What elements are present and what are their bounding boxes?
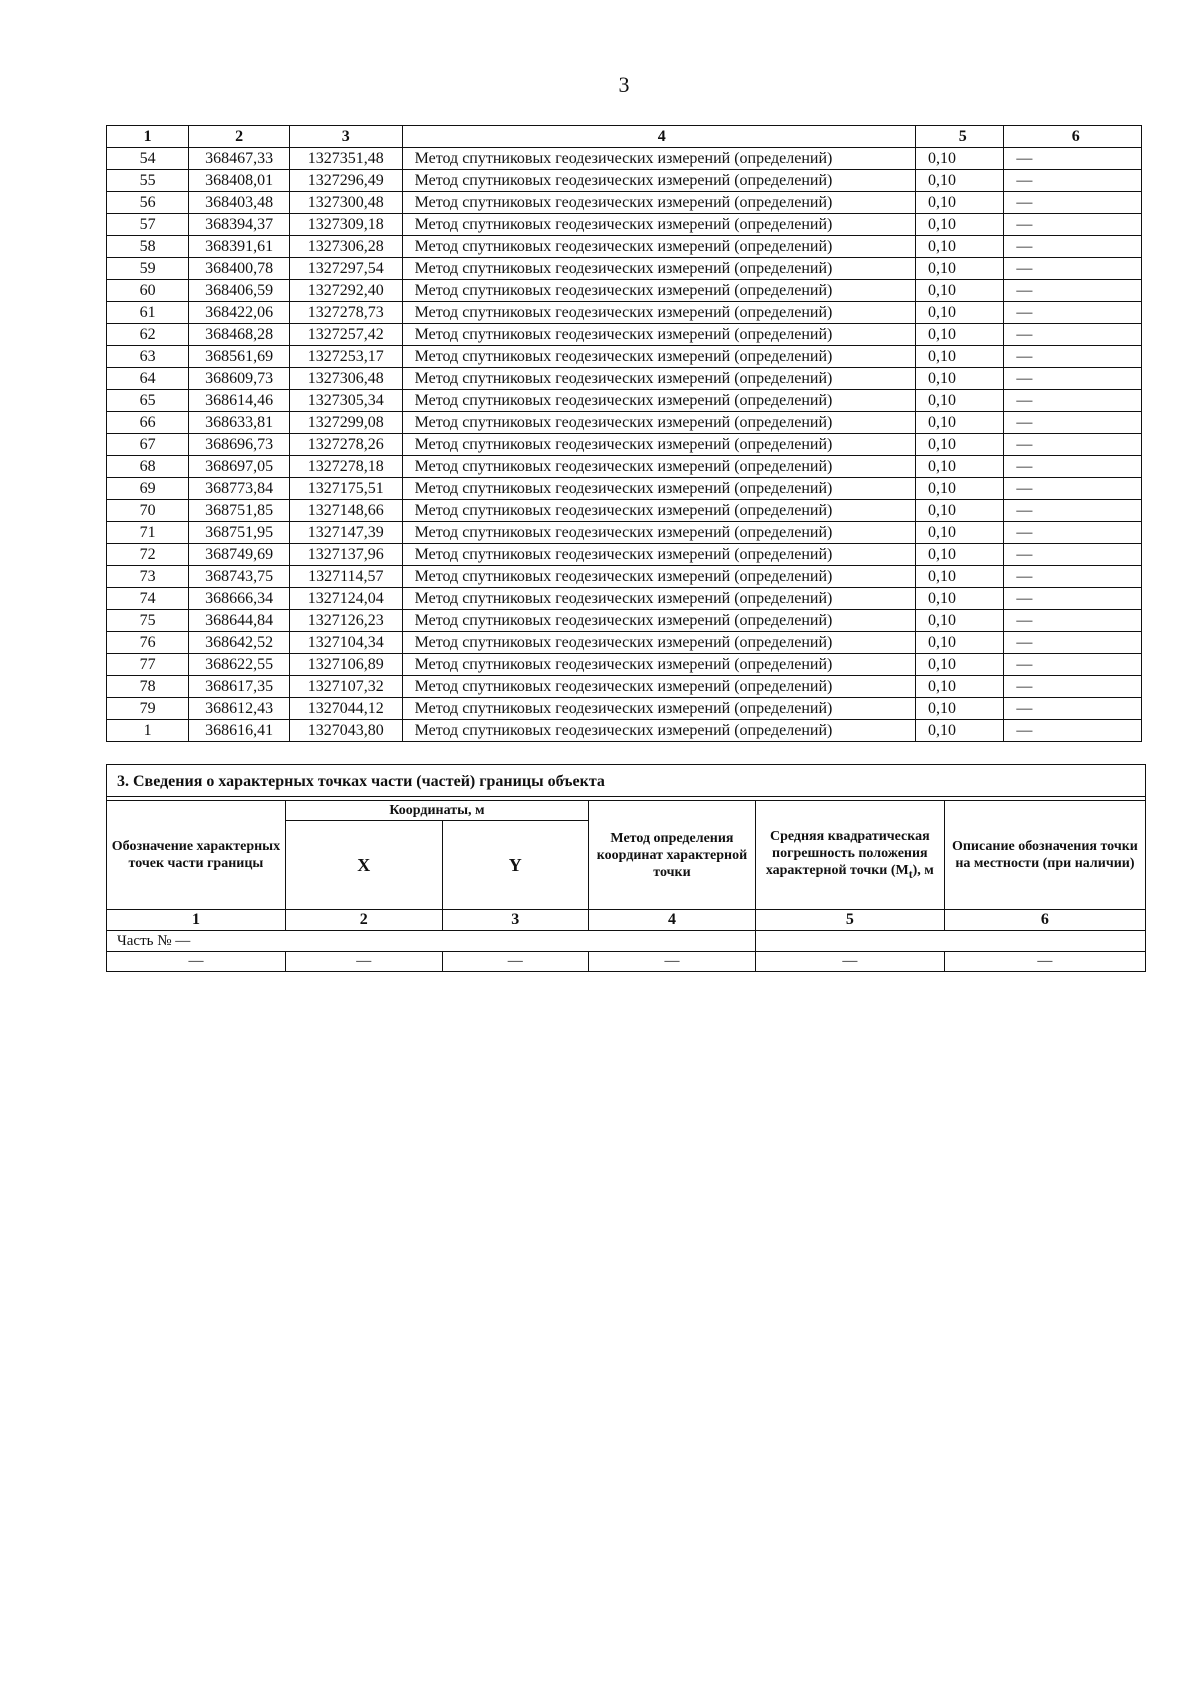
part-table-numbers-row [107, 910, 1145, 931]
description-cell: — [1004, 500, 1142, 522]
point-number-cell: 79 [107, 698, 189, 720]
error-value-cell: 0,10 [916, 522, 1004, 544]
description-cell: — [1004, 544, 1142, 566]
error-value-cell: 0,10 [916, 148, 1004, 170]
method-cell: Метод спутниковых геодезических измерений (определений) [402, 192, 915, 214]
coord-x-cell: 368633,81 [189, 412, 290, 434]
header-error-sub: t [908, 867, 913, 881]
method-cell: Метод спутниковых геодезических измерений (определений) [402, 280, 915, 302]
description-cell: — [1004, 324, 1142, 346]
method-cell: Метод спутниковых геодезических измерений (определений) [402, 236, 915, 258]
error-value-cell: 0,10 [916, 280, 1004, 302]
dash-cell: — [442, 952, 589, 972]
table-row [107, 500, 1142, 522]
coord-x-cell: 368773,84 [189, 478, 290, 500]
dash-cell: — [107, 952, 285, 972]
part-label: Часть № — [107, 931, 755, 952]
header-designation: Обозначение характерных точек части границы [107, 801, 285, 910]
error-value-cell: 0,10 [916, 566, 1004, 588]
part-table-header-row [107, 801, 1145, 821]
method-cell: Метод спутниковых геодезических измерений (определений) [402, 346, 915, 368]
error-value-cell: 0,10 [916, 170, 1004, 192]
coord-y-cell: 1327126,23 [289, 610, 402, 632]
error-value-cell: 0,10 [916, 478, 1004, 500]
point-number-cell: 55 [107, 170, 189, 192]
header-description: Описание обозначения точки на местности (при наличии) [944, 801, 1145, 910]
coord-y-cell: 1327306,28 [289, 236, 402, 258]
table-row [107, 676, 1142, 698]
table-row [107, 588, 1142, 610]
description-cell: — [1004, 720, 1142, 742]
method-cell: Метод спутниковых геодезических измерений (определений) [402, 214, 915, 236]
table-row [107, 654, 1142, 676]
point-number-cell: 58 [107, 236, 189, 258]
coord-y-cell: 1327043,80 [289, 720, 402, 742]
error-value-cell: 0,10 [916, 236, 1004, 258]
header-cell: 6 [1004, 126, 1142, 148]
header-error-main: Средняя квадратическая погрешность положения характерной точки (M [765, 828, 930, 878]
error-value-cell: 0,10 [916, 214, 1004, 236]
coord-x-cell: 368467,33 [189, 148, 290, 170]
point-number-cell: 66 [107, 412, 189, 434]
table-row [107, 324, 1142, 346]
number-cell: 4 [589, 910, 756, 931]
point-number-cell: 62 [107, 324, 189, 346]
part-row [107, 931, 1145, 952]
table-header-row [107, 126, 1142, 148]
description-cell: — [1004, 676, 1142, 698]
method-cell: Метод спутниковых геодезических измерений (определений) [402, 544, 915, 566]
method-cell: Метод спутниковых геодезических измерений (определений) [402, 412, 915, 434]
description-cell: — [1004, 588, 1142, 610]
table-row [107, 214, 1142, 236]
coord-x-cell: 368622,55 [189, 654, 290, 676]
header-y: Y [442, 821, 589, 910]
point-number-cell: 67 [107, 434, 189, 456]
description-cell: — [1004, 258, 1142, 280]
description-cell: — [1004, 456, 1142, 478]
description-cell: — [1004, 434, 1142, 456]
coord-x-cell: 368751,85 [189, 500, 290, 522]
dash-cell: — [944, 952, 1145, 972]
coord-y-cell: 1327257,42 [289, 324, 402, 346]
table-row [107, 566, 1142, 588]
coord-y-cell: 1327300,48 [289, 192, 402, 214]
coord-x-cell: 368422,06 [189, 302, 290, 324]
table-row [107, 698, 1142, 720]
point-number-cell: 54 [107, 148, 189, 170]
point-number-cell: 78 [107, 676, 189, 698]
method-cell: Метод спутниковых геодезических измерений (определений) [402, 676, 915, 698]
point-number-cell: 61 [107, 302, 189, 324]
point-number-cell: 69 [107, 478, 189, 500]
page-number: 3 [618, 72, 630, 97]
description-cell: — [1004, 654, 1142, 676]
table-row [107, 544, 1142, 566]
point-number-cell: 77 [107, 654, 189, 676]
point-number-cell: 73 [107, 566, 189, 588]
coord-x-cell: 368642,52 [189, 632, 290, 654]
coord-x-cell: 368696,73 [189, 434, 290, 456]
description-cell: — [1004, 610, 1142, 632]
error-value-cell: 0,10 [916, 258, 1004, 280]
error-value-cell: 0,10 [916, 588, 1004, 610]
description-cell: — [1004, 346, 1142, 368]
coord-x-cell: 368697,05 [189, 456, 290, 478]
point-number-cell: 65 [107, 390, 189, 412]
point-number-cell: 71 [107, 522, 189, 544]
method-cell: Метод спутниковых геодезических измерений (определений) [402, 522, 915, 544]
coord-y-cell: 1327351,48 [289, 148, 402, 170]
error-value-cell: 0,10 [916, 698, 1004, 720]
method-cell: Метод спутниковых геодезических измерений (определений) [402, 170, 915, 192]
coord-y-cell: 1327124,04 [289, 588, 402, 610]
point-number-cell: 59 [107, 258, 189, 280]
description-cell: — [1004, 302, 1142, 324]
number-cell: 5 [755, 910, 944, 931]
method-cell: Метод спутниковых геодезических измерений (определений) [402, 632, 915, 654]
header-error-tail: ), м [912, 862, 934, 878]
point-number-cell: 68 [107, 456, 189, 478]
method-cell: Метод спутниковых геодезических измерений (определений) [402, 720, 915, 742]
table-row [107, 302, 1142, 324]
table-row [107, 434, 1142, 456]
coord-y-cell: 1327253,17 [289, 346, 402, 368]
method-cell: Метод спутниковых геодезических измерений (определений) [402, 456, 915, 478]
header-cell: 5 [916, 126, 1004, 148]
coord-x-cell: 368616,41 [189, 720, 290, 742]
dash-cell: — [755, 952, 944, 972]
table-row [107, 522, 1142, 544]
table-row [107, 170, 1142, 192]
header-x: X [285, 821, 442, 910]
description-cell: — [1004, 214, 1142, 236]
error-value-cell: 0,10 [916, 544, 1004, 566]
table-row [107, 456, 1142, 478]
point-number-cell: 56 [107, 192, 189, 214]
header-error [755, 801, 944, 910]
header-cell: 3 [289, 126, 402, 148]
method-cell: Метод спутниковых геодезических измерений (определений) [402, 500, 915, 522]
coord-y-cell: 1327148,66 [289, 500, 402, 522]
header-cell: 1 [107, 126, 189, 148]
dash-cell: — [285, 952, 442, 972]
coord-x-cell: 368749,69 [189, 544, 290, 566]
coord-x-cell: 368406,59 [189, 280, 290, 302]
part-dash-row [107, 952, 1145, 972]
coord-x-cell: 368561,69 [189, 346, 290, 368]
coord-y-cell: 1327106,89 [289, 654, 402, 676]
table-row [107, 368, 1142, 390]
header-cell: 4 [402, 126, 915, 148]
section-title: 3. Сведения о характерных точках части (частей) границы объекта [107, 765, 1145, 797]
part-empty-cell [755, 931, 1145, 952]
table-row [107, 346, 1142, 368]
error-value-cell: 0,10 [916, 632, 1004, 654]
coord-y-cell: 1327175,51 [289, 478, 402, 500]
coord-y-cell: 1327147,39 [289, 522, 402, 544]
coord-y-cell: 1327278,18 [289, 456, 402, 478]
point-number-cell: 76 [107, 632, 189, 654]
table-row [107, 390, 1142, 412]
section-3 [106, 764, 1146, 972]
table-row [107, 478, 1142, 500]
description-cell: — [1004, 236, 1142, 258]
error-value-cell: 0,10 [916, 456, 1004, 478]
error-value-cell: 0,10 [916, 368, 1004, 390]
header-method: Метод определения координат характерной точки [589, 801, 756, 910]
error-value-cell: 0,10 [916, 610, 1004, 632]
description-cell: — [1004, 148, 1142, 170]
point-number-cell: 72 [107, 544, 189, 566]
number-cell: 3 [442, 910, 589, 931]
coordinates-table-body [107, 148, 1142, 742]
method-cell: Метод спутниковых геодезических измерений (определений) [402, 478, 915, 500]
description-cell: — [1004, 478, 1142, 500]
method-cell: Метод спутниковых геодезических измерений (определений) [402, 566, 915, 588]
coord-y-cell: 1327309,18 [289, 214, 402, 236]
error-value-cell: 0,10 [916, 434, 1004, 456]
method-cell: Метод спутниковых геодезических измерений (определений) [402, 654, 915, 676]
coord-x-cell: 368391,61 [189, 236, 290, 258]
coord-y-cell: 1327114,57 [289, 566, 402, 588]
point-number-cell: 74 [107, 588, 189, 610]
coord-y-cell: 1327305,34 [289, 390, 402, 412]
coord-y-cell: 1327104,34 [289, 632, 402, 654]
description-cell: — [1004, 632, 1142, 654]
coord-y-cell: 1327299,08 [289, 412, 402, 434]
header-coordinates: Координаты, м [285, 801, 588, 821]
method-cell: Метод спутниковых геодезических измерений (определений) [402, 368, 915, 390]
method-cell: Метод спутниковых геодезических измерений (определений) [402, 610, 915, 632]
coord-y-cell: 1327107,32 [289, 676, 402, 698]
error-value-cell: 0,10 [916, 676, 1004, 698]
error-value-cell: 0,10 [916, 302, 1004, 324]
error-value-cell: 0,10 [916, 192, 1004, 214]
description-cell: — [1004, 412, 1142, 434]
error-value-cell: 0,10 [916, 500, 1004, 522]
description-cell: — [1004, 566, 1142, 588]
error-value-cell: 0,10 [916, 346, 1004, 368]
point-number-cell: 64 [107, 368, 189, 390]
coord-x-cell: 368644,84 [189, 610, 290, 632]
dash-cell: — [589, 952, 756, 972]
coordinates-table [106, 125, 1142, 742]
table-row [107, 412, 1142, 434]
coord-x-cell: 368468,28 [189, 324, 290, 346]
number-cell: 6 [944, 910, 1145, 931]
error-value-cell: 0,10 [916, 324, 1004, 346]
method-cell: Метод спутниковых геодезических измерений (определений) [402, 258, 915, 280]
coord-x-cell: 368666,34 [189, 588, 290, 610]
coord-x-cell: 368400,78 [189, 258, 290, 280]
table-row [107, 632, 1142, 654]
description-cell: — [1004, 192, 1142, 214]
table-row [107, 192, 1142, 214]
coord-x-cell: 368394,37 [189, 214, 290, 236]
table-row [107, 258, 1142, 280]
coord-x-cell: 368614,46 [189, 390, 290, 412]
description-cell: — [1004, 390, 1142, 412]
method-cell: Метод спутниковых геодезических измерений (определений) [402, 324, 915, 346]
part-points-table [107, 800, 1145, 971]
coord-y-cell: 1327137,96 [289, 544, 402, 566]
error-value-cell: 0,10 [916, 654, 1004, 676]
table-row [107, 148, 1142, 170]
coord-x-cell: 368408,01 [189, 170, 290, 192]
coord-x-cell: 368617,35 [189, 676, 290, 698]
coord-x-cell: 368403,48 [189, 192, 290, 214]
error-value-cell: 0,10 [916, 720, 1004, 742]
coord-y-cell: 1327306,48 [289, 368, 402, 390]
method-cell: Метод спутниковых геодезических измерений (определений) [402, 588, 915, 610]
coord-y-cell: 1327296,49 [289, 170, 402, 192]
header-cell: 2 [189, 126, 290, 148]
coord-x-cell: 368612,43 [189, 698, 290, 720]
table-row [107, 720, 1142, 742]
table-row [107, 236, 1142, 258]
error-value-cell: 0,10 [916, 390, 1004, 412]
method-cell: Метод спутниковых геодезических измерений (определений) [402, 302, 915, 324]
coord-x-cell: 368609,73 [189, 368, 290, 390]
description-cell: — [1004, 368, 1142, 390]
point-number-cell: 57 [107, 214, 189, 236]
coord-y-cell: 1327292,40 [289, 280, 402, 302]
table-row [107, 280, 1142, 302]
method-cell: Метод спутниковых геодезических измерений (определений) [402, 434, 915, 456]
point-number-cell: 1 [107, 720, 189, 742]
method-cell: Метод спутниковых геодезических измерений (определений) [402, 390, 915, 412]
method-cell: Метод спутниковых геодезических измерений (определений) [402, 698, 915, 720]
coord-y-cell: 1327297,54 [289, 258, 402, 280]
coord-y-cell: 1327278,26 [289, 434, 402, 456]
description-cell: — [1004, 698, 1142, 720]
description-cell: — [1004, 522, 1142, 544]
point-number-cell: 63 [107, 346, 189, 368]
point-number-cell: 70 [107, 500, 189, 522]
coord-y-cell: 1327044,12 [289, 698, 402, 720]
method-cell: Метод спутниковых геодезических измерений (определений) [402, 148, 915, 170]
coord-y-cell: 1327278,73 [289, 302, 402, 324]
number-cell: 2 [285, 910, 442, 931]
description-cell: — [1004, 170, 1142, 192]
table-row [107, 610, 1142, 632]
point-number-cell: 60 [107, 280, 189, 302]
point-number-cell: 75 [107, 610, 189, 632]
number-cell: 1 [107, 910, 285, 931]
coord-x-cell: 368751,95 [189, 522, 290, 544]
coord-x-cell: 368743,75 [189, 566, 290, 588]
error-value-cell: 0,10 [916, 412, 1004, 434]
description-cell: — [1004, 280, 1142, 302]
